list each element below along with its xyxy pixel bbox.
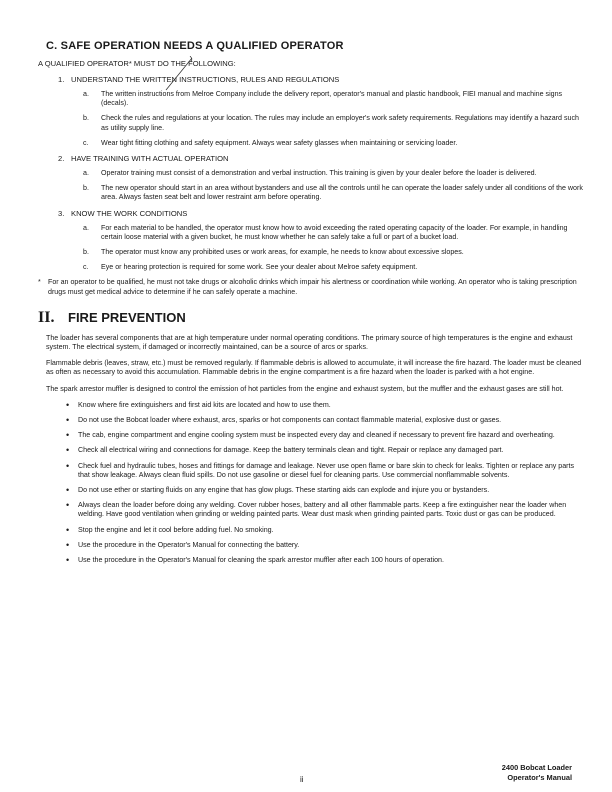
sub-text: The new operator should start in an area without bystanders and use all the controls until he can operate the loader safely under all conditions of the work area. Always fasten seat belt and lower restraint arm before operating. <box>101 184 583 202</box>
bullet-icon: • <box>66 460 70 471</box>
sub-item <box>83 248 586 257</box>
bullet-item <box>66 446 586 455</box>
bullet-item <box>66 526 586 535</box>
bullet-text: Check all electrical wiring and connections for damage. Keep the battery terminals clean and tight. Repair or replace any damaged part. <box>78 446 504 455</box>
sub-letter: a. <box>83 223 89 232</box>
sub-item <box>83 114 586 132</box>
sub-item <box>83 224 586 242</box>
asterisk-mark: * <box>38 278 41 287</box>
bullet-icon: • <box>66 430 70 441</box>
section-c-intro: A QUALIFIED OPERATOR* MUST DO THE FOLLOWING: <box>38 59 236 68</box>
list-item-2 <box>58 154 586 163</box>
bullet-text: Stop the engine and let it cool before adding fuel. No smoking. <box>78 525 274 534</box>
document-page <box>38 40 586 571</box>
list-item-1 <box>58 75 586 84</box>
bullet-text: Do not use ether or starting fluids on any engine that has glow plugs. These starting aids can explode and injure you or bystanders. <box>78 486 490 495</box>
bullet-item <box>66 541 586 550</box>
page-number: ii <box>300 775 304 784</box>
bullet-icon: • <box>66 524 70 535</box>
bullet-icon: • <box>66 445 70 456</box>
paragraph: Flammable debris (leaves, straw, etc.) must be removed regularly. If flammable debris is allowed to accumulate, it will increase the fire hazard. The loader must be cleaned as often as necessary to avoid this accumulation. Flammable debris in the engine compartment is a fire hazard when the loader is parked with a hot engine. <box>46 359 582 377</box>
bullet-text: Do not use the Bobcat loader where exhaust, arcs, sparks or hot components can contact flammable material, explosive dust or gases. <box>78 416 502 425</box>
sub-text: Check the rules and regulations at your location. The rules may include an employer's work safety requirements. Regulations may identify a hazard such as utility supply line. <box>101 114 579 132</box>
bullet-item <box>66 486 586 495</box>
item-number: 2. <box>58 154 65 164</box>
sub-text: The operator must know any prohibited uses or work areas, for example, he needs to know about excessive slopes. <box>101 248 464 257</box>
sub-text: Operator training must consist of a demonstration and verbal instruction. This training is given by your dealer before the loader is delivered. <box>101 169 537 178</box>
bullet-text: Use the procedure in the Operator's Manual for connecting the battery. <box>78 540 300 549</box>
bullet-text: Know where fire extinguishers and first aid kits are located and how to use them. <box>78 400 331 409</box>
sub-text: Eye or hearing protection is required for some work. See your dealer about Melroe safety equipment. <box>101 263 418 272</box>
list-item-3 <box>58 209 586 218</box>
section-numeral: II. <box>38 308 55 326</box>
paragraph: The loader has several components that are at high temperature under normal operating conditions. The primary source of high temperatures is the engine and exhaust system. The electrical system, if damaged or incorrectly maintained, can be a source of arcs or sparks. <box>46 333 573 352</box>
sub-letter: b. <box>83 248 89 257</box>
bullet-icon: • <box>66 415 70 426</box>
bullet-icon: • <box>66 555 70 566</box>
section-title: FIRE PREVENTION <box>68 309 186 325</box>
sub-item <box>83 139 586 148</box>
footnote-text: For an operator to be qualified, he must not take drugs or alcoholic drinks which impair his alertness or coordination while working. An operator who is taking prescription drugs must get medical advice to determine if he can safely operate a machine. <box>48 278 577 296</box>
sub-letter: c. <box>83 138 89 147</box>
bullet-icon: • <box>66 399 70 410</box>
paragraph: The spark arrestor muffler is designed to control the emission of hot particles from the engine and exhaust system, but the muffler and the exhaust gases are still hot. <box>46 384 564 393</box>
bullet-icon: • <box>66 539 70 550</box>
sub-letter: b. <box>83 184 89 193</box>
sub-letter: a. <box>83 169 89 178</box>
section-ii-heading <box>38 309 586 327</box>
bullet-item <box>66 401 586 410</box>
footer-model: 2400 Bobcat Loader <box>501 763 572 772</box>
bullet-item <box>66 431 586 440</box>
bullet-item <box>66 501 586 519</box>
sub-item <box>83 263 586 272</box>
bullet-text: Check fuel and hydraulic tubes, hoses and fittings for damage and leakage. Never use open flame or bare skin to check for leaks. Tighten or replace any parts that show leakage. Always clean fluid spills. Do not use gasoline or diesel fuel for cleaning parts. Use commercial nonflammable solvents. <box>78 461 575 479</box>
sub-letter: c. <box>83 263 89 272</box>
sub-item <box>83 90 586 108</box>
bullet-text: Use the procedure in the Operator's Manual for cleaning the spark arrestor muffler after each 100 hours of operation. <box>78 556 444 565</box>
sub-text: The written instructions from Melroe Company include the delivery report, operator's manual and plastic handbook, FIEI manual and machine signs (decals). <box>101 90 563 108</box>
item-title: UNDERSTAND THE WRITTEN INSTRUCTIONS, RULES AND REGULATIONS <box>71 75 340 84</box>
footer-manual-title <box>502 763 572 782</box>
sub-text: For each material to be handled, the operator must know how to avoid exceeding the rated operating capacity of the loader. For example, in handling certain loose material with a given bucket, he must know whether he can safely take a full or part of a bucket load. <box>101 223 568 241</box>
qualified-operator-footnote <box>38 278 586 296</box>
item-title: KNOW THE WORK CONDITIONS <box>71 208 188 218</box>
bullet-text: Always clean the loader before doing any welding. Cover rubber hoses, battery and all other flammable parts. Keep a fire extinguisher near the loader when welding. Have good ventilation when grinding or welding painted parts. Wear dust mask when grinding painted parts. Toxic dust or gas can be produced. <box>78 501 567 519</box>
item-number: 1. <box>58 75 65 84</box>
sub-letter: b. <box>83 114 89 123</box>
bullet-text: The cab, engine compartment and engine cooling system must be inspected every day and cleaned if necessary to prevent fire hazard and overheating. <box>78 431 555 440</box>
item-title: HAVE TRAINING WITH ACTUAL OPERATION <box>71 154 229 164</box>
item-number: 3. <box>58 208 65 218</box>
bullet-icon: • <box>66 485 70 496</box>
section-c-heading: C. SAFE OPERATION NEEDS A QUALIFIED OPERATOR <box>46 40 344 52</box>
sub-letter: a. <box>83 90 89 98</box>
bullet-icon: • <box>66 500 70 511</box>
bullet-item <box>66 416 586 425</box>
bullet-item <box>66 462 586 480</box>
sub-text: Wear tight fitting clothing and safety equipment. Always wear safety glasses when maintaining or servicing loader. <box>101 138 458 147</box>
sub-item <box>83 184 586 202</box>
bullet-item <box>66 556 586 565</box>
sub-item <box>83 169 586 178</box>
footer-manual: Operator's Manual <box>507 772 572 782</box>
